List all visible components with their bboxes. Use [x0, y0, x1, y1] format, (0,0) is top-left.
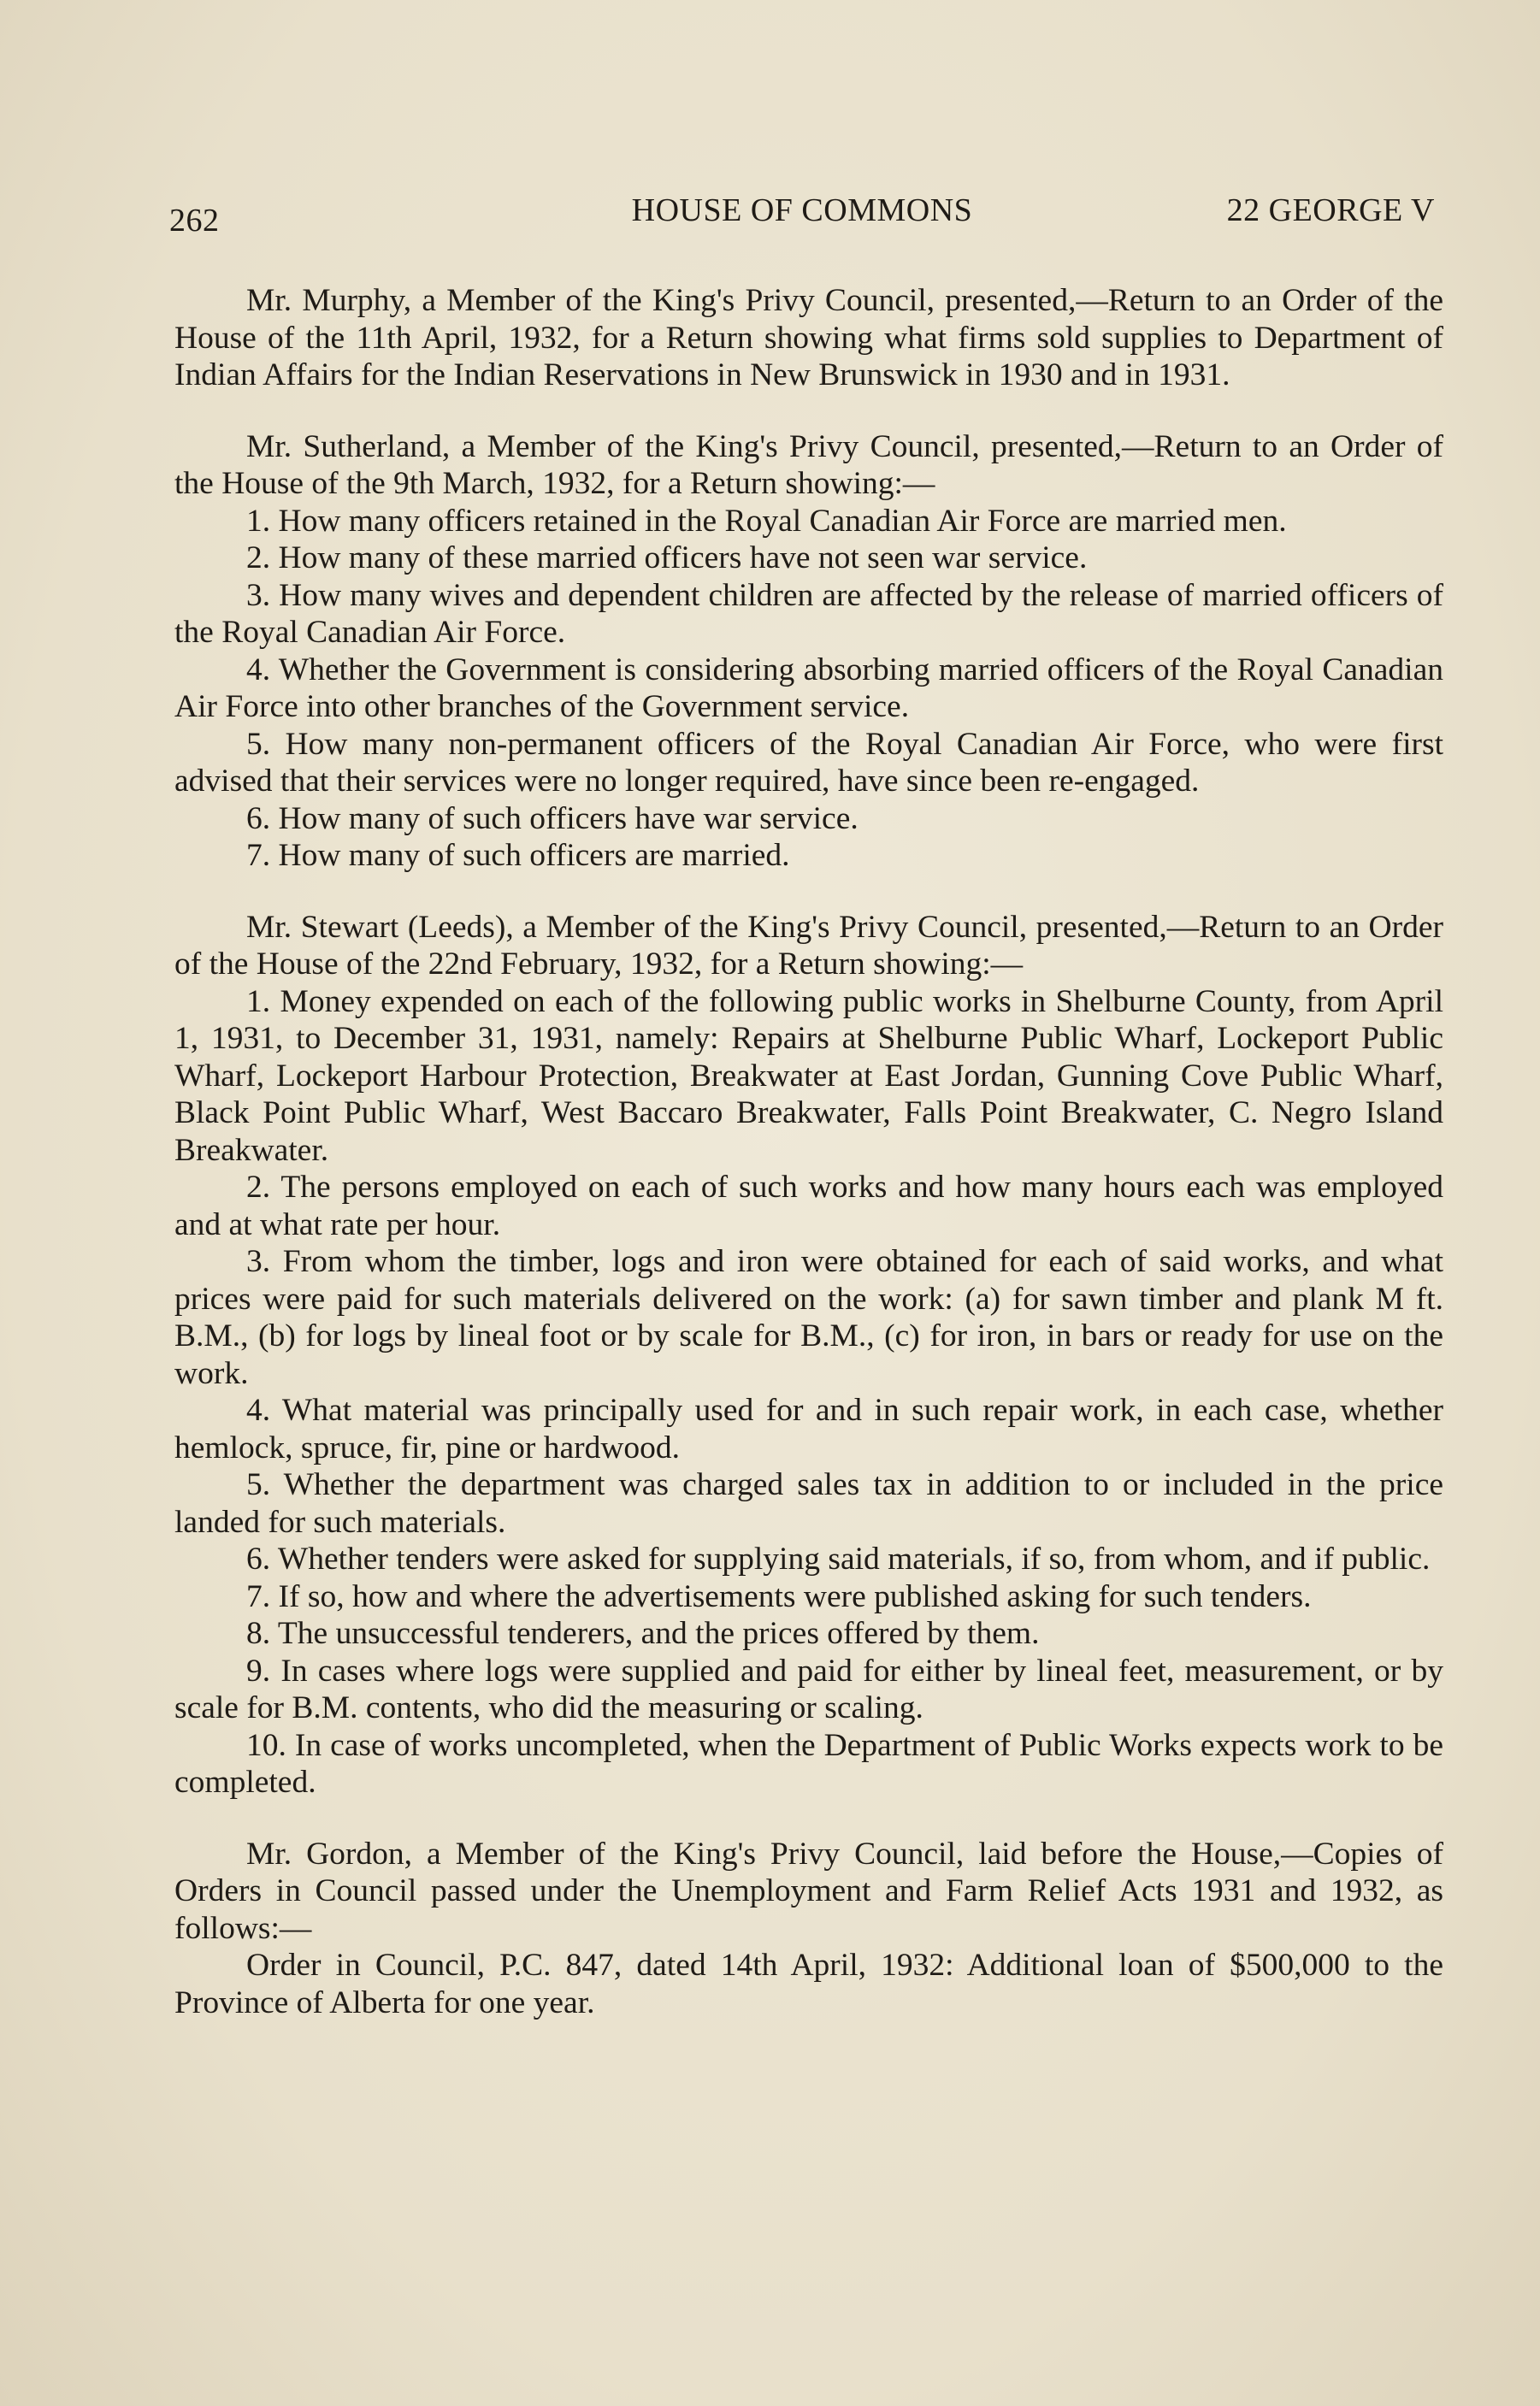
stewart-item-2: 2. The persons employed on each of such works and how many hours each was employed and at what rate per hour. [174, 1170, 1443, 1242]
stewart-intro: Mr. Stewart (Leeds), a Member of the King's Privy Council, presented,—Return to an Order of the House of the 22nd February, 1932, for a Return showing:— [174, 909, 1443, 982]
stewart-item-6: 6. Whether tenders were asked for supplying said materials, if so, from whom, and if public. [246, 1542, 1431, 1577]
sutherland-item-1: 1. How many officers retained in the Royal Canadian Air Force are married men. [246, 503, 1287, 539]
gordon-order-1: Order in Council, P.C. 847, dated 14th April, 1932: Additional loan of $500,000 to the Province of Alberta for one year. [174, 1948, 1443, 2020]
stewart-item-5: 5. Whether the department was charged sales tax in addition to or included in the price landed for such materials. [174, 1467, 1443, 1540]
stewart-item-7: 7. If so, how and where the advertisements were published asking for such tenders. [246, 1578, 1312, 1614]
journal-body [174, 282, 1443, 2021]
sutherland-item-2: 2. How many of these married officers have not seen war service. [246, 540, 1088, 575]
gordon-intro: Mr. Gordon, a Member of the King's Privy Council, laid before the House,—Copies of Orders in Council passed under the Unemployment and Farm Relief Acts 1931 and 1932, as follows:— [174, 1836, 1443, 1946]
stewart-item-4: 4. What material was principally used for and in such repair work, in each case, whether hemlock, spruce, fir, pine or hardwood. [174, 1393, 1443, 1465]
stewart-item-3: 3. From whom the timber, logs and iron were obtained for each of said works, and what prices were paid for such materials delivered on the work: (a) for sawn timber and plank M ft. B.M., (b) for logs by lineal foot or by scale for B.M., (c) for iron, in bars or ready for use on the work. [174, 1244, 1443, 1391]
sutherland-item-5: 5. How many non-permanent officers of the Royal Canadian Air Force, who were first advised that their services were no longer required, have since been re-engaged. [174, 726, 1443, 799]
sutherland-item-3: 3. How many wives and dependent children are affected by the release of married officers of the Royal Canadian Air Force. [174, 577, 1443, 650]
stewart-item-9: 9. In cases where logs were supplied and paid for either by lineal feet, measurement, or by scale for B.M. contents, who did the measuring or scaling. [174, 1653, 1443, 1725]
page-header [169, 192, 1435, 243]
stewart-item-1: 1. Money expended on each of the following public works in Shelburne County, from April 1, 1931, to December 31, 1931, namely: Repairs at Shelburne Public Wharf, Lockeport Public Wharf, Lockeport Harbour Protection, Breakwater at East Jordan, Gunning Cove Public Wharf, Black Point Public Wharf, West Baccaro Breakwater, Falls Point Breakwater, C. Negro Island Breakwater. [174, 983, 1443, 1168]
stewart-item-10: 10. In case of works uncompleted, when the Department of Public Works expects work to be completed. [174, 1727, 1443, 1800]
regnal-year: 22 GEORGE V [1226, 192, 1435, 228]
stewart-item-8: 8. The unsuccessful tenderers, and the prices offered by them. [246, 1616, 1040, 1651]
running-title: HOUSE OF COMMONS [631, 192, 973, 228]
murphy-paragraph: Mr. Murphy, a Member of the King's Privy Council, presented,—Return to an Order of the House of the 11th April, 1932, for a Return showing what firms sold supplies to Department of Indian Affairs for the Indian Reservations in New Brunswick in 1930 and in 1931. [174, 283, 1443, 392]
sutherland-item-7: 7. How many of such officers are married. [246, 838, 790, 873]
page-number: 262 [169, 203, 220, 239]
paragraph-gap [174, 875, 1443, 909]
sutherland-item-4: 4. Whether the Government is considering absorbing married officers of the Royal Canadian Air Force into other branches of the Government service. [174, 652, 1443, 724]
paragraph-gap [174, 1802, 1443, 1836]
sutherland-intro: Mr. Sutherland, a Member of the King's Privy Council, presented,—Return to an Order of the House of the 9th March, 1932, for a Return showing:— [174, 428, 1443, 501]
sutherland-item-6: 6. How many of such officers have war service. [246, 800, 859, 836]
paragraph-gap [174, 394, 1443, 428]
